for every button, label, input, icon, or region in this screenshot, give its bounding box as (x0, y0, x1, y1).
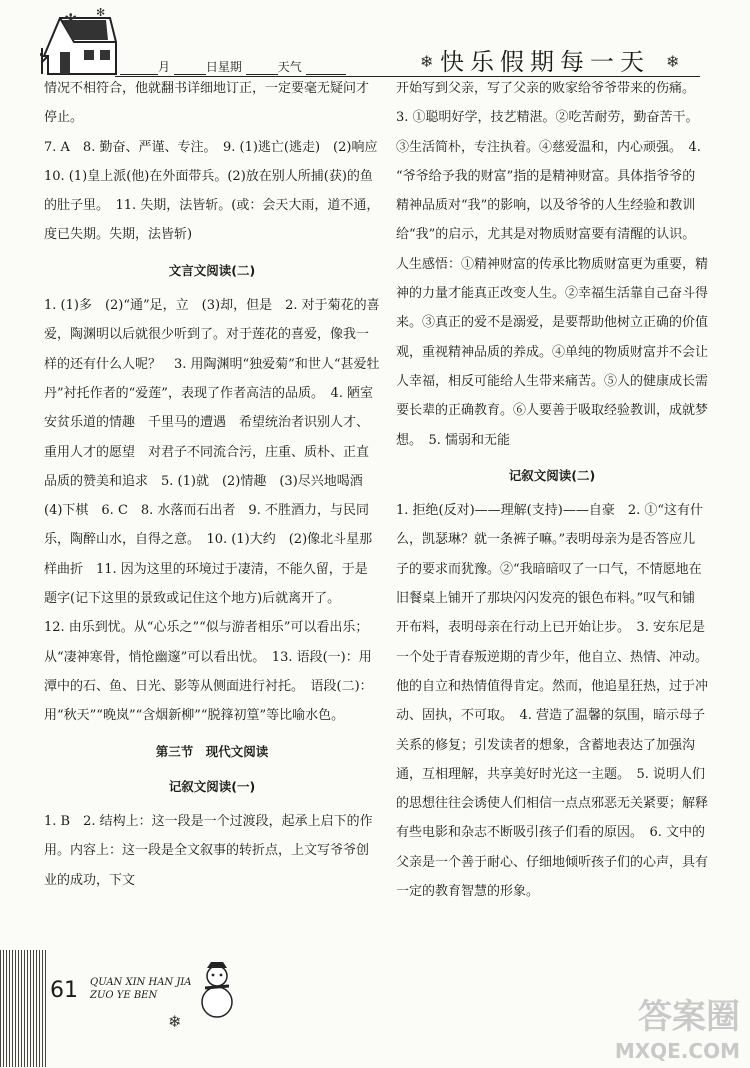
section-heading: 文言文阅读(二) (168, 262, 256, 278)
snowflake-icon: ❄ (666, 52, 680, 71)
watermark-url: MXQE.COM (614, 1039, 740, 1063)
weekday-label: 星期 (217, 60, 242, 74)
answer-paragraph: 7. A 8. 勤奋、严谨、专注。 9. (1)逃亡(逃走) (2)响应 10. (1)皇上派(他)在外面带兵。(2)放在别人所捕(获)的鱼的肚子里。 11. 失期，法皆斩。(或：会天大雨，道不通，度已失期。失期，法皆斩) (44, 139, 391, 243)
answer-paragraph: 开始写到父亲，写了父亲的败家给爷爷带来的伤痛。 3. ①聪明好学，技艺精湛。②吃苦耐劳，勤奋苦干。③生活简朴，专注执着。④慈爱温和，内心顽强。 4. “爷爷给予我的财富”指的是精神财富。具体指爷爷的精神品质对“我”的影响，以及爷爷的人生经验和教训给“我”的启示，尤其是对物质财富要有清醒的认识。人生感悟：①精神财富的传承比物质财富更为重要，精神的力量才能真正改变人生。②幸福生活靠自己奋斗得来。③真正的爱不是溺爱，是要帮助他树立正确的价值观，重视精神品质的养成。④单纯的物质财富并不会让人幸福，相反可能给人生带来痛苦。⑤人的健康成长需要长辈的正确教育。⑥人要善于吸取经验教训，成就梦想。 5. 懦弱和无能 (396, 81, 709, 448)
left-column (44, 74, 391, 895)
page-number: 61 (50, 978, 78, 1003)
brand-line: ZUO YE BEN (90, 990, 158, 1001)
snowflake-icon: ✻ (64, 10, 78, 29)
answer-paragraph: 1. (1)多 (2)“通”足，立 (3)却，但是 2. 对于菊花的喜爱，陶渊明以后就很少听到了。对于莲花的喜爱，像我一样的还有什么人呢？ 3. 用陶渊明“独爱菊”和世人“甚爱牡丹”衬托作者的“爱莲”，表现了作者高洁的品质。 4. 陋室 安贫乐道的情趣 千里马的遭遇 希望统治者识别人才、重用人才的愿望 对君子不同流合污，庄重、质朴、正直品质的赞美和追求 5. (1)就 (2)情趣 (3)尽兴地喝酒 (4)下棋 6. C 8. 水落而石出者 9. 不胜酒力，与民同乐，陶醉山水，自得之意。 10. (1)大约 (2)像北斗星那样曲折 11. 因为这里的环境过于凄清，不能久留，于是题字(记下这里的景致或记住这个地方)后就离开了。 (44, 298, 386, 607)
watermark (614, 997, 740, 1068)
section-heading: 记叙文阅读(一) (168, 778, 256, 794)
section-heading: 第三节 现代文阅读 (155, 743, 269, 759)
section-heading: 记叙文阅读(二) (508, 467, 596, 483)
brand-text (90, 976, 192, 1002)
snowflake-icon: ❄ (420, 52, 434, 71)
date-fields (120, 58, 346, 75)
brand-line: QUAN XIN HAN JIA (90, 977, 192, 988)
snowflake-icon: ❄ (168, 1012, 182, 1031)
answer-paragraph: 12. 由乐到忧。从“心乐之”“似与游者相乐”可以看出乐；从“凄神寒骨，悄怆幽邃”可以看出忧。 13. 语段(一)：用潭中的石、鱼、日光、影等从侧面进行衬托。 语段(二)：用“秋天”“晚岚”“含烟新柳”“脱箨初篁”等比喻水色。 (44, 620, 373, 724)
snowy-house-icon (40, 12, 120, 76)
snowman-icon (195, 960, 239, 1020)
snowflake-icon: ✻ (96, 6, 106, 19)
watermark-text: 答案圈 (638, 997, 740, 1037)
month-label: 月 (158, 60, 171, 74)
answer-paragraph: 1. B 2. 结构上：这一段是一个过渡段，起承上启下的作用。内容上：这一段是全文叙事的转折点，上文写爷爷创业的成功，下文 (44, 814, 373, 888)
answer-paragraph: 1. 拒绝(反对)——理解(支持)——自豪 2. ①“这有什么，凯瑟琳？就一条裤子嘛。”表明母亲为是否答应儿子的要求而犹豫。②“我暗暗叹了一口气，不情愿地在旧餐桌上铺开了那块闪闪发亮的银色布料。”叹气和铺开布料，表明母亲在行动上已开始让步。 3. 安东尼是一个处于青春叛逆期的青少年，他自立、热情、冲动。他的自立和热情值得肯定。然而，他追星狂热，过于冲动、固执，不可取。 4. 营造了温馨的氛围，暗示母子关系的修复；引发读者的想象，含蓄地表达了加强沟通，互相理解，共享美好时光这一主题。 5. 说明人们的思想往往会诱使人们相信一点点邪恶无关紧要；解释有些电影和杂志不断吸引孩子们看的原因。 6. 文中的父亲是一个善于耐心、仔细地倾听孩子们的心声，具有一定的教育智慧的形象。 (396, 503, 709, 900)
decorative-stripes (0, 950, 46, 1067)
right-column (396, 74, 708, 906)
weather-label: 天气 (277, 60, 302, 74)
page-footer (0, 950, 750, 1067)
page-title: 快乐假期每一天 (440, 48, 650, 76)
day-label: 日 (205, 60, 218, 74)
answer-paragraph: 情况不相符合，他就翻书详细地订正，一定要毫无疑问才停止。 (44, 81, 370, 126)
